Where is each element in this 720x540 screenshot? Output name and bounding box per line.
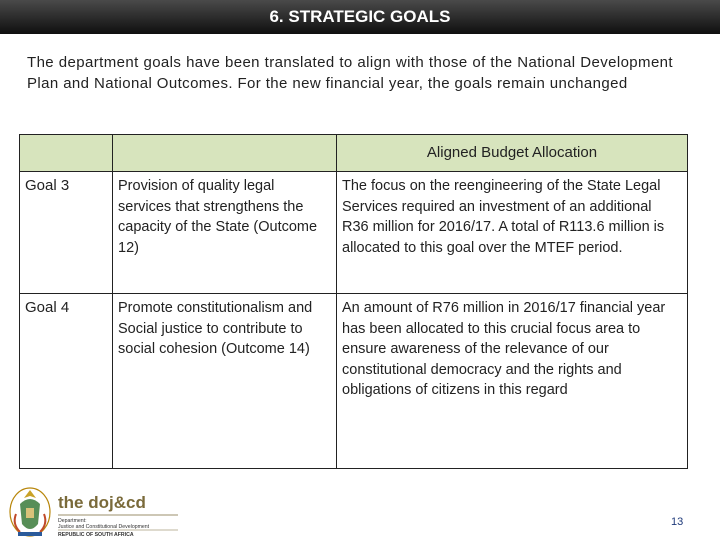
title-bar	[0, 0, 720, 34]
header-cell-goal	[20, 135, 113, 172]
table-row	[20, 172, 688, 294]
dept-label: Department:	[58, 518, 87, 524]
country-name: REPUBLIC OF SOUTH AFRICA	[58, 532, 134, 538]
intro-paragraph: The department goals have been translated to align with those of the National Development Plan and National Outcomes. For the new financial year, the goals remain unchanged	[27, 54, 673, 92]
page-title: 6. STRATEGIC GOALS	[269, 7, 451, 26]
dept-name: Justice and Constitutional Development	[58, 524, 150, 530]
allocation-cell: The focus on the reengineering of the State Legal Services required an investment of an additional R36 million for 2016/17. A total of R113.6 million is allocated to this goal over the MTEF period.	[337, 172, 688, 294]
table-row	[20, 294, 688, 469]
doj-logo	[6, 484, 186, 540]
header-cell-description	[113, 135, 337, 172]
header-cell-allocation: Aligned Budget Allocation	[337, 135, 688, 172]
allocation-cell: An amount of R76 million in 2016/17 financial year has been allocated to this crucial focus area to ensure awareness of the relevance of our constitutional democracy and the rights and obligations of citizens in this regard	[337, 294, 688, 469]
coat-of-arms-icon	[10, 488, 50, 536]
brand-text: the doj&cd	[58, 493, 146, 512]
description-cell: Promote constitutionalism and Social justice to contribute to social cohesion (Outcome 14)	[113, 294, 337, 469]
page-number: 13	[671, 516, 684, 528]
table-header-row	[20, 135, 688, 172]
goal-cell: Goal 4	[20, 294, 113, 469]
description-cell: Provision of quality legal services that strengthens the capacity of the State (Outcome 12)	[113, 172, 337, 294]
goals-table	[19, 134, 688, 469]
goal-cell: Goal 3	[20, 172, 113, 294]
